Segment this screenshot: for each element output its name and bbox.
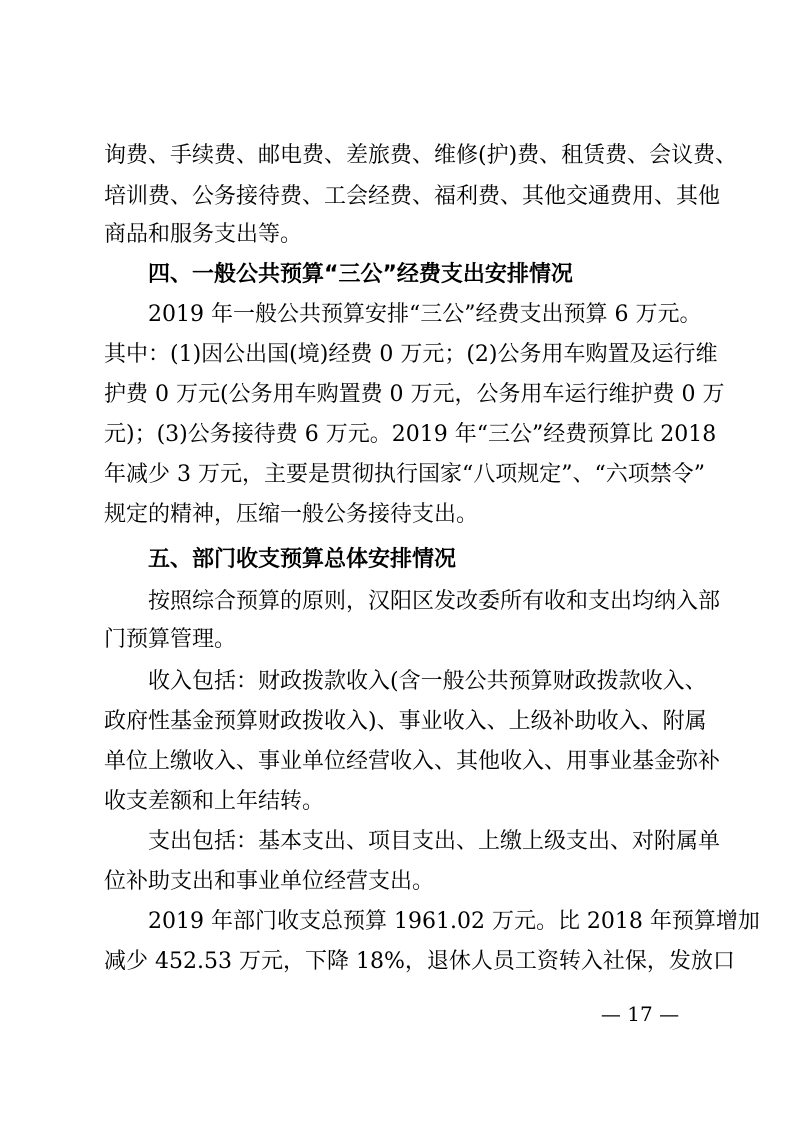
paragraph-line: 元)；(3)公务接待费 6 万元。2019 年“三公”经费预算比 2018 [104,422,717,447]
paragraph-line: 年减少 3 万元，主要是贯彻执行国家“八项规定”、“六项禁令” [104,462,705,487]
paragraph-line: 商品和服务支出等。 [104,222,303,247]
paragraph-line: 减少 452.53 万元，下降 18%，退休人员工资转入社保，发放口 [104,949,735,974]
section-heading-4: 四、一般公共预算“三公”经费支出安排情况 [148,262,573,287]
paragraph-line: 单位上缴收入、事业单位经营收入、其他收入、用事业基金弥补 [104,749,721,774]
paragraph-line: 政府性基金预算财政拨收入)、事业收入、上级补助收入、附属 [104,709,707,734]
paragraph-line: 2019 年一般公共预算安排“三公”经费支出预算 6 万元。 [148,302,702,327]
paragraph-line: 收入包括：财政拨款收入(含一般公共预算财政拨款收入、 [148,669,707,694]
paragraph-line: 门预算管理。 [104,627,237,652]
section-heading-5: 五、部门收支预算总体安排情况 [148,547,457,572]
paragraph-line: 收支差额和上年结转。 [104,789,325,814]
paragraph-line: 护费 0 万元(公务用车购置费 0 万元，公务用车运行维护费 0 万 [104,382,725,407]
paragraph-line: 其中：(1)因公出国(境)经费 0 万元；(2)公务用车购置及运行维 [104,342,718,367]
paragraph-line: 培训费、公务接待费、工会经费、福利费、其他交通费用、其他 [104,184,721,209]
paragraph-line: 询费、手续费、邮电费、差旅费、维修(护)费、租赁费、会议费、 [104,143,738,168]
page-number: — 17 — [600,1002,680,1026]
paragraph-line: 按照综合预算的原则，汉阳区发改委所有收和支出均纳入部 [148,589,721,614]
paragraph-line: 规定的精神，压缩一般公务接待支出。 [104,502,479,527]
paragraph-line: 支出包括：基本支出、项目支出、上缴上级支出、对附属单 [148,829,721,854]
paragraph-line: 位补助支出和事业单位经营支出。 [104,869,435,894]
paragraph-line: 2019 年部门收支总预算 1961.02 万元。比 2018 年预算增加 [148,909,760,934]
